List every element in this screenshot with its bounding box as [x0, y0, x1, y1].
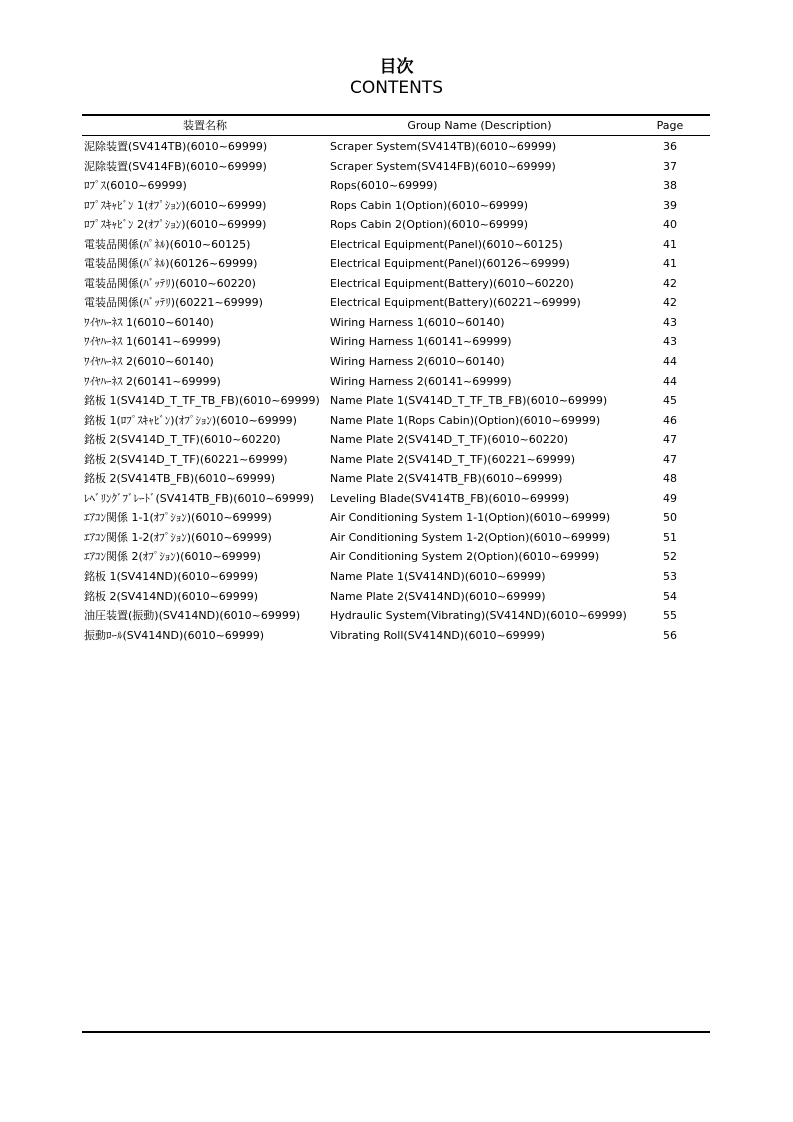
header-description: Group Name (Description) — [407, 119, 552, 132]
row-name: 泥除装置(SV414FB)(6010~69999) — [84, 159, 267, 173]
bottom-rule-divider — [82, 1031, 710, 1033]
row-name: ｴｱｺﾝ関係 1-1(ｵﾌﾟｼｮﾝ)(6010~69999) — [84, 511, 272, 525]
header-page: Page — [656, 119, 684, 132]
table-row[interactable] — [82, 508, 710, 528]
row-page-number: 52 — [663, 550, 677, 564]
row-page-number: 42 — [663, 276, 677, 290]
row-name: 銘板 2(SV414D_T_TF)(60221~69999) — [84, 452, 288, 466]
row-name: ﾜｲﾔﾊｰﾈｽ 2(6010~60140) — [84, 355, 214, 369]
table-header — [82, 118, 710, 134]
table-row[interactable] — [82, 157, 710, 177]
row-description: Name Plate 1(Rops Cabin)(Option)(6010~69999) — [330, 413, 601, 427]
row-description: Scraper System(SV414TB)(6010~69999) — [330, 140, 557, 153]
table-row[interactable] — [82, 254, 710, 274]
table-row[interactable] — [82, 137, 710, 157]
row-description: Air Conditioning System 1-2(Option)(6010~69999) — [330, 530, 611, 544]
row-description: Rops Cabin 1(Option)(6010~69999) — [330, 198, 529, 212]
table-row[interactable] — [82, 411, 710, 431]
row-name: ﾛﾌﾟｽｷｬﾋﾞﾝ 2(ｵﾌﾟｼｮﾝ)(6010~69999) — [84, 218, 267, 232]
row-name: 油圧装置(振動)(SV414ND)(6010~69999) — [84, 609, 301, 623]
table-row[interactable] — [82, 176, 710, 196]
row-page-number: 38 — [663, 179, 677, 193]
row-page-number: 42 — [663, 296, 677, 310]
row-description: Name Plate 1(SV414D_T_TF_TB_FB)(6010~69999) — [330, 394, 608, 408]
table-row[interactable] — [82, 469, 710, 489]
table-row[interactable] — [82, 372, 710, 392]
header-name: 装置名称 — [183, 119, 227, 132]
row-page-number: 48 — [663, 472, 677, 486]
table-row[interactable] — [82, 235, 710, 255]
row-page-number: 39 — [663, 198, 677, 212]
row-name: ｴｱｺﾝ関係 2(ｵﾌﾟｼｮﾝ)(6010~69999) — [84, 550, 261, 564]
table-row[interactable] — [82, 352, 710, 372]
row-page-number: 36 — [663, 140, 677, 153]
row-description: Vibrating Roll(SV414ND)(6010~69999) — [330, 628, 545, 642]
row-description: Name Plate 2(SV414ND)(6010~69999) — [330, 589, 546, 603]
row-name: 泥除装置(SV414TB)(6010~69999) — [84, 140, 268, 153]
row-page-number: 51 — [663, 530, 677, 544]
row-description: Electrical Equipment(Battery)(6010~60220) — [330, 276, 574, 290]
table-row[interactable] — [82, 391, 710, 411]
row-name: ﾛﾌﾟｽ(6010~69999) — [84, 179, 187, 193]
row-description: Air Conditioning System 1-1(Option)(6010~69999) — [330, 511, 611, 525]
row-page-number: 37 — [663, 159, 677, 173]
table-row[interactable] — [82, 430, 710, 450]
row-description: Electrical Equipment(Panel)(60126~69999) — [330, 257, 570, 271]
contents-table — [82, 137, 710, 645]
table-row[interactable] — [82, 547, 710, 567]
table-row[interactable] — [82, 528, 710, 548]
row-name: 銘板 1(SV414D_T_TF_TB_FB)(6010~69999) — [84, 394, 320, 408]
row-page-number: 43 — [663, 335, 677, 349]
row-description: Hydraulic System(Vibrating)(SV414ND)(6010~69999) — [330, 609, 627, 623]
table-row[interactable] — [82, 332, 710, 352]
row-description: Rops Cabin 2(Option)(6010~69999) — [330, 218, 529, 232]
table-row[interactable] — [82, 293, 710, 313]
row-description: Leveling Blade(SV414TB_FB)(6010~69999) — [330, 491, 570, 505]
row-page-number: 49 — [663, 491, 677, 505]
row-page-number: 47 — [663, 452, 677, 466]
table-row[interactable] — [82, 567, 710, 587]
row-page-number: 55 — [663, 609, 677, 623]
page-title-japanese: 目次 — [379, 57, 414, 77]
row-name: 電装品関係(ﾊﾟﾈﾙ)(6010~60125) — [84, 237, 251, 251]
row-description: Rops(6010~69999) — [330, 179, 438, 193]
table-row[interactable] — [82, 450, 710, 470]
row-name: ﾜｲﾔﾊｰﾈｽ 1(60141~69999) — [84, 335, 221, 349]
row-name: 銘板 1(ﾛﾌﾟｽｷｬﾋﾞﾝ)(ｵﾌﾟｼｮﾝ)(6010~69999) — [84, 413, 297, 427]
row-page-number: 41 — [663, 237, 677, 251]
row-description: Wiring Harness 1(6010~60140) — [330, 315, 505, 329]
row-page-number: 40 — [663, 218, 677, 232]
row-description: Wiring Harness 1(60141~69999) — [330, 335, 512, 349]
row-name: ﾜｲﾔﾊｰﾈｽ 2(60141~69999) — [84, 374, 221, 388]
row-name: 銘板 2(SV414D_T_TF)(6010~60220) — [84, 433, 281, 447]
row-name: 電装品関係(ﾊﾞｯﾃﾘ)(6010~60220) — [84, 276, 256, 290]
row-name: 電装品関係(ﾊﾟﾈﾙ)(60126~69999) — [84, 257, 258, 271]
row-description: Electrical Equipment(Panel)(6010~60125) — [330, 237, 563, 251]
row-page-number: 50 — [663, 511, 677, 525]
page-title-english: CONTENTS — [350, 78, 443, 98]
row-name: 銘板 2(SV414TB_FB)(6010~69999) — [84, 472, 276, 486]
row-page-number: 54 — [663, 589, 677, 603]
row-page-number: 46 — [663, 413, 677, 427]
row-name: 振動ﾛｰﾙ(SV414ND)(6010~69999) — [84, 628, 265, 642]
row-page-number: 45 — [663, 394, 677, 408]
row-page-number: 43 — [663, 315, 677, 329]
row-page-number: 44 — [663, 355, 677, 369]
table-row[interactable] — [82, 215, 710, 235]
table-row[interactable] — [82, 274, 710, 294]
table-row[interactable] — [82, 313, 710, 333]
row-description: Electrical Equipment(Battery)(60221~69999) — [330, 296, 581, 310]
row-description: Name Plate 1(SV414ND)(6010~69999) — [330, 570, 546, 584]
table-row[interactable] — [82, 626, 710, 646]
row-description: Name Plate 2(SV414D_T_TF)(60221~69999) — [330, 452, 576, 466]
row-description: Name Plate 2(SV414TB_FB)(6010~69999) — [330, 472, 563, 486]
table-row[interactable] — [82, 489, 710, 509]
row-page-number: 41 — [663, 257, 677, 271]
row-description: Name Plate 2(SV414D_T_TF)(6010~60220) — [330, 433, 569, 447]
row-description: Scraper System(SV414FB)(6010~69999) — [330, 159, 556, 173]
row-name: ｴｱｺﾝ関係 1-2(ｵﾌﾟｼｮﾝ)(6010~69999) — [84, 530, 272, 544]
top-rule-divider — [82, 114, 710, 116]
table-row[interactable] — [82, 196, 710, 216]
row-name: 電装品関係(ﾊﾞｯﾃﾘ)(60221~69999) — [84, 296, 263, 310]
row-page-number: 53 — [663, 570, 677, 584]
header-rule-divider — [82, 135, 710, 136]
row-name: ﾛﾌﾟｽｷｬﾋﾞﾝ 1(ｵﾌﾟｼｮﾝ)(6010~69999) — [84, 198, 267, 212]
row-name: 銘板 1(SV414ND)(6010~69999) — [84, 570, 259, 584]
row-name: ﾜｲﾔﾊｰﾈｽ 1(6010~60140) — [84, 315, 214, 329]
row-name: 銘板 2(SV414ND)(6010~69999) — [84, 589, 259, 603]
table-row[interactable] — [82, 587, 710, 607]
row-page-number: 44 — [663, 374, 677, 388]
row-description: Air Conditioning System 2(Option)(6010~69999) — [330, 550, 600, 564]
table-row[interactable] — [82, 606, 710, 626]
row-page-number: 56 — [663, 628, 677, 642]
row-name: ﾚﾍﾞﾘﾝｸﾞﾌﾞﾚｰﾄﾞ(SV414TB_FB)(6010~69999) — [84, 491, 315, 505]
row-description: Wiring Harness 2(6010~60140) — [330, 355, 505, 369]
row-description: Wiring Harness 2(60141~69999) — [330, 374, 512, 388]
row-page-number: 47 — [663, 433, 677, 447]
